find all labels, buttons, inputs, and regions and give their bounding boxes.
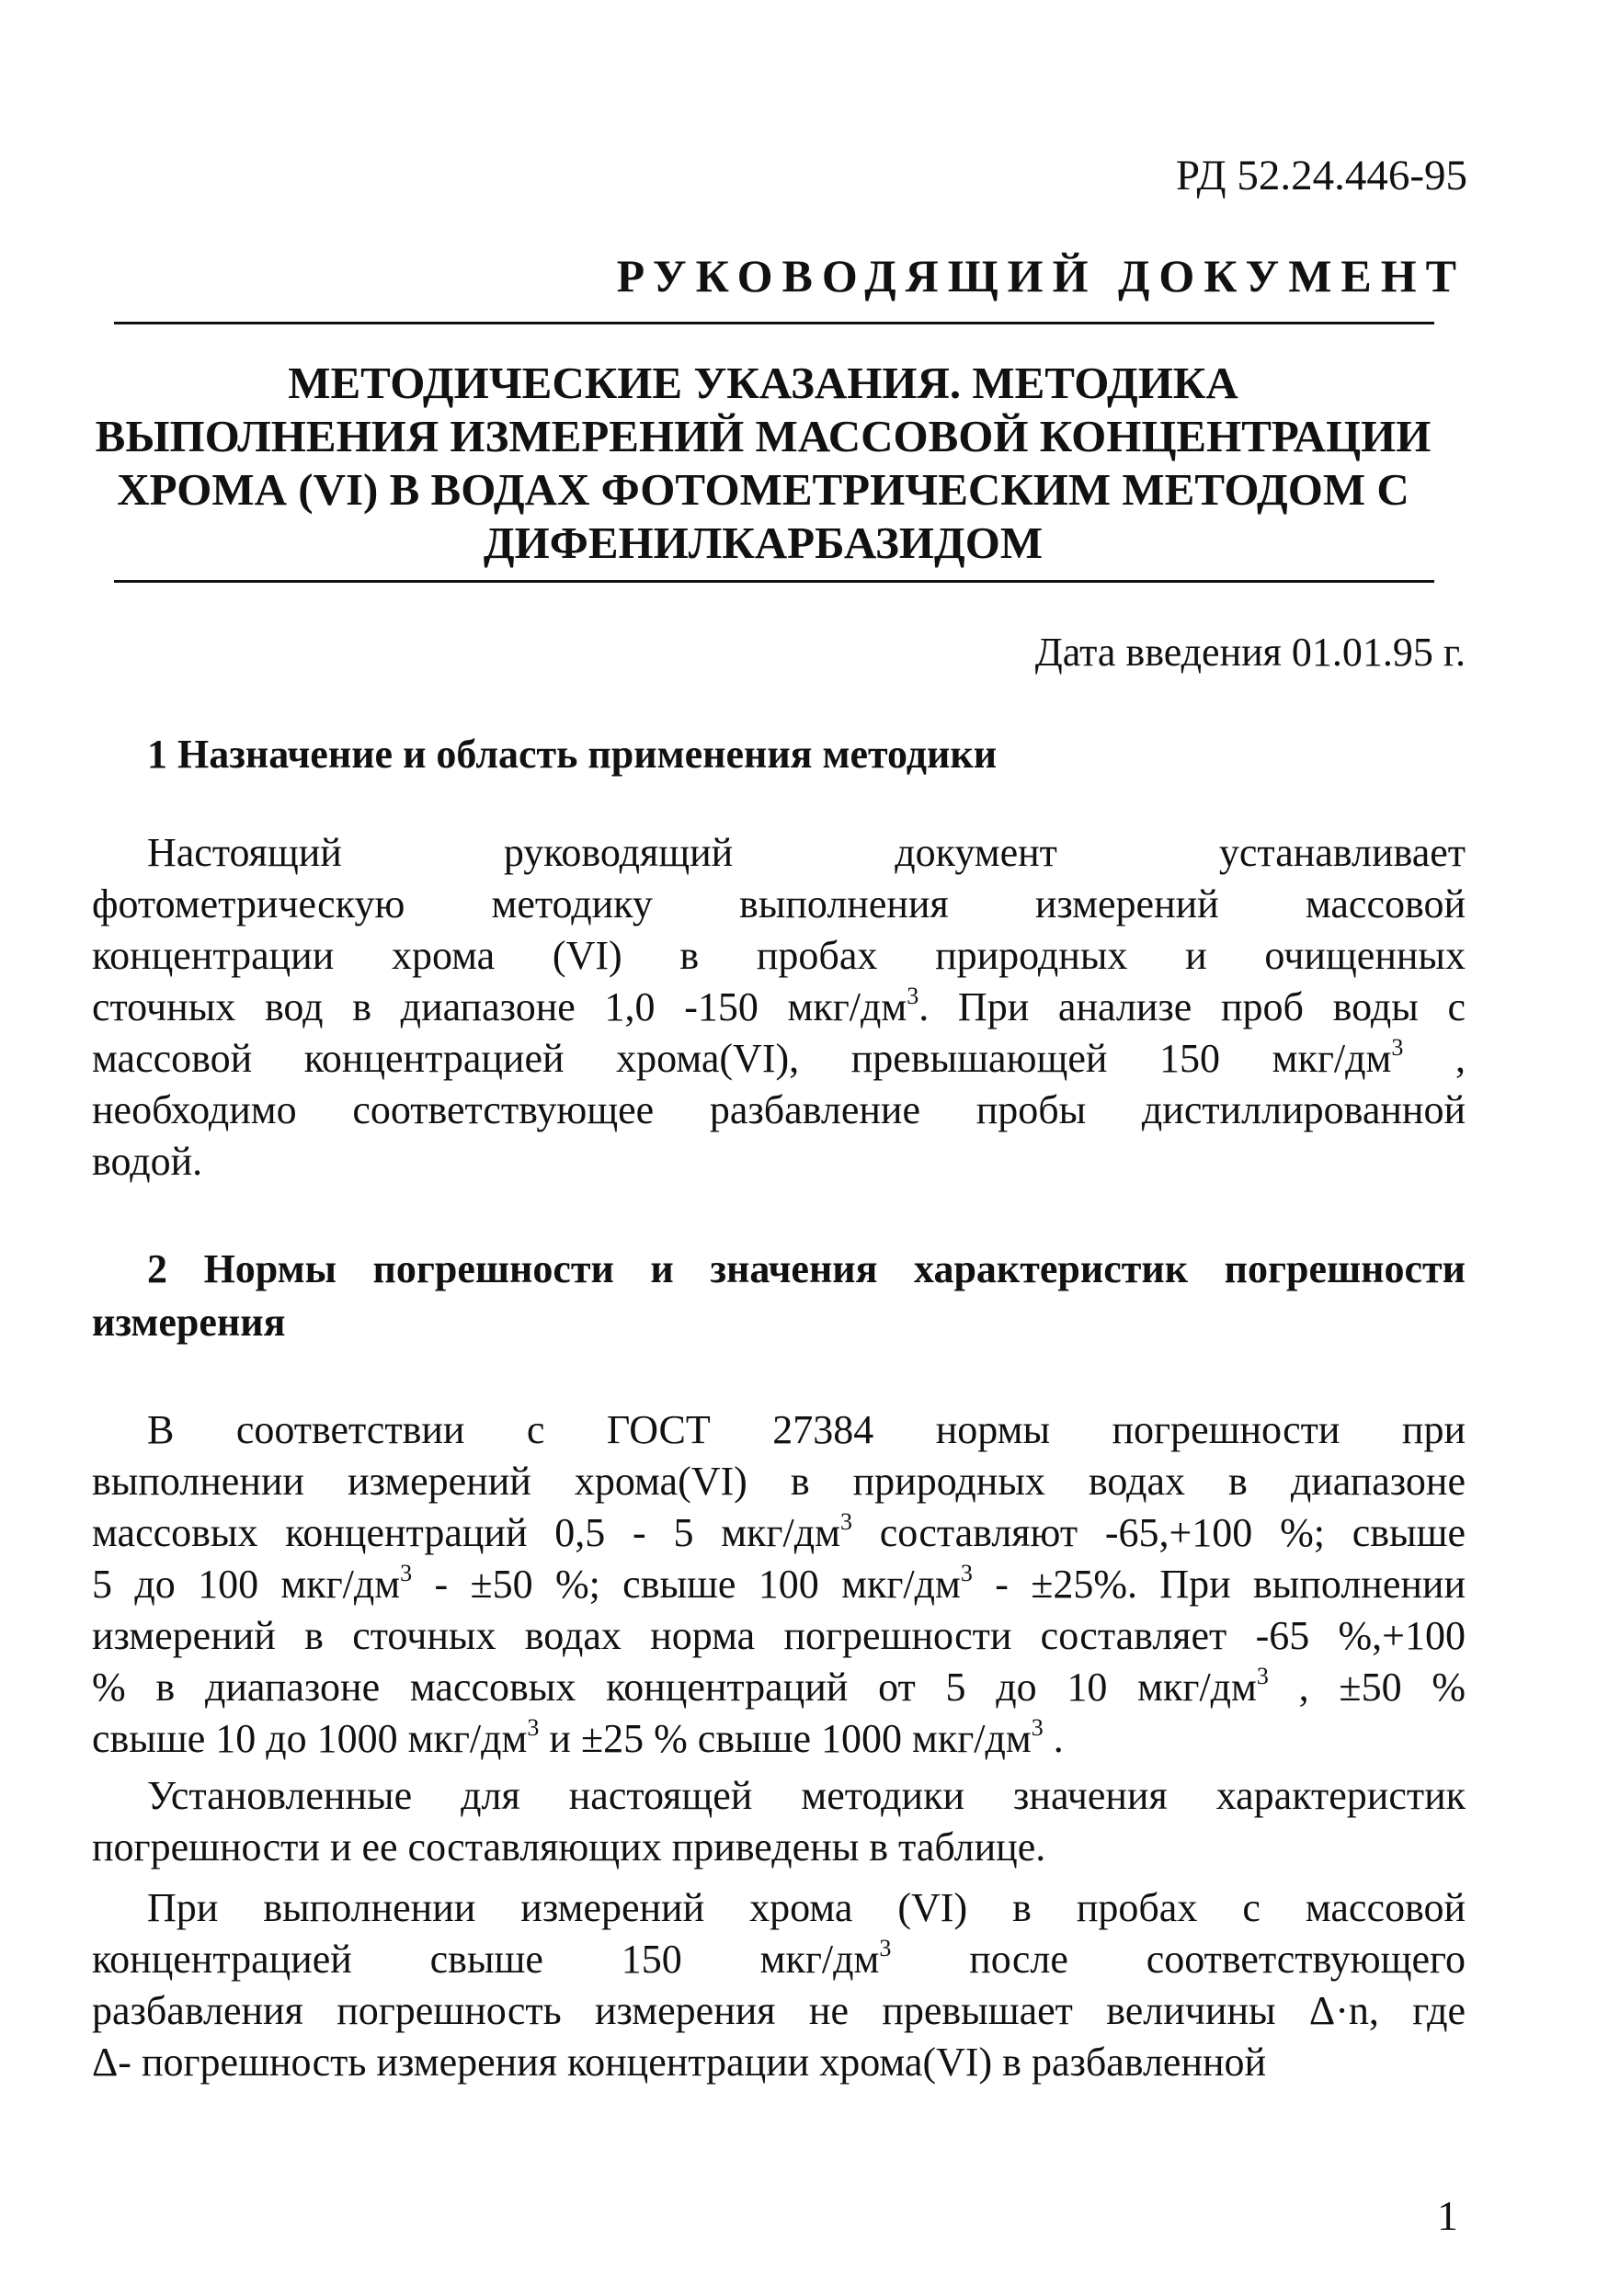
text-line: В соответствии с ГОСТ 27384 нормы погрешности при (147, 1407, 1466, 1452)
section-2-paragraph-3 (92, 1882, 1466, 2088)
text-line: измерений в сточных водах норма погрешности составляет -65 %,+100 (92, 1613, 1466, 1658)
section-2-heading: 2 Нормы погрешности и значения характеристик погрешности измерения (92, 1246, 1466, 1345)
text-line: Установленные для настоящей методики значения характеристик (147, 1773, 1466, 1818)
introduction-date: Дата введения 01.01.95 г. (1034, 630, 1466, 675)
text-line: Δ- погрешность измерения концентрации хрома(VI) в разбавленной (92, 2040, 1267, 2085)
text-line: 5 до 100 мкг/$дм^3 - \pm 50$ %; свыше 100 мкг/$дм^3 - \pm 25\%$. При выполнении (92, 1560, 1466, 1607)
title-line: ДИФЕНИЛКАРБАЗИДОМ (483, 517, 1044, 568)
text-line: Настоящий руководящий документ устанавливает (147, 830, 1466, 875)
text-line: разбавления погрешность измерения не превышает величины Δ·n, где (92, 1988, 1466, 2033)
text-line: При выполнении измерений хрома (VI) в пробах с массовой (147, 1885, 1466, 1930)
title-line: МЕТОДИЧЕСКИЕ УКАЗАНИЯ. МЕТОДИКА (288, 358, 1238, 408)
document-code: РД 52.24.446-95 (1175, 152, 1467, 199)
text-line: выполнении измерений хрома(VI) в природных водах в диапазоне (92, 1459, 1466, 1504)
text-line: погрешности и ее составляющих приведены в таблице. (92, 1824, 1046, 1870)
page-number: 1 (1437, 2192, 1458, 2239)
text-line: % в диапазоне массовых концентраций от 5 до 10 мкг/$дм^3$ , ±50 % (92, 1663, 1466, 1710)
document-title (92, 357, 1434, 570)
text-line: концентрацией свыше 150 мкг/$дм^3$ после соответствующего (92, 1935, 1466, 1982)
document-type: РУКОВОДЯЩИЙ ДОКУМЕНТ (616, 250, 1466, 301)
text-line: необходимо соответствующее разбавление пробы дистиллированной (92, 1087, 1466, 1132)
text-line: сточных вод в диапазоне 1,0 -150 мкг/$дм^3$. При анализе проб воды с (92, 983, 1466, 1029)
text-line: свыше 10 до 1000 мкг/$дм^3$ и ±25 % свыше 1000 мкг/$дм^3$ . (92, 1714, 1064, 1761)
section-1-paragraph (92, 827, 1466, 1188)
text-line: массовых концентраций 0,5 - 5 мкг/$дм^3$ составляют -65,+100 %; свыше (92, 1508, 1466, 1555)
title-line: ХРОМА (VI) В ВОДАХ ФОТОМЕТРИЧЕСКИМ МЕТОДОМ С (117, 464, 1409, 515)
text-line: массовой концентрацией хрома(VI), превышающей 150 мкг/$дм^3$ , (92, 1034, 1466, 1081)
title-top-rule (114, 322, 1434, 324)
text-line: фотометрическую методику выполнения измерений массовой (92, 881, 1466, 926)
section-1-heading: 1 Назначение и область применения методики (147, 732, 998, 777)
section-2-paragraph-1 (92, 1404, 1466, 1765)
text-line: концентрации хрома (VI) в пробах природных и очищенных (92, 933, 1466, 978)
section-2-paragraph-2 (92, 1770, 1466, 1873)
title-line: ВЫПОЛНЕНИЯ ИЗМЕРЕНИЙ МАССОВОЙ КОНЦЕНТРАЦИИ (95, 411, 1432, 461)
title-bottom-rule (114, 580, 1434, 583)
text-line: водой. (92, 1139, 203, 1184)
